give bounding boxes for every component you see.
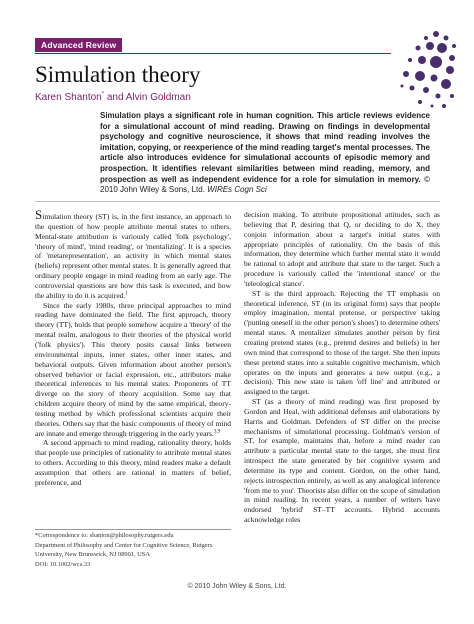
doi-note[interactable]: DOI: 10.1002/wcs.33	[35, 561, 91, 569]
correspondence-note[interactable]: *Correspondence to: shanton@philosophy.rutgers.edu	[35, 532, 174, 539]
article-title: Simulation theory	[35, 62, 201, 87]
drop-cap: S	[35, 207, 43, 222]
wires-logo-dots	[382, 28, 460, 112]
body-column-right	[244, 210, 440, 525]
correspondence-mark: *	[101, 91, 105, 98]
body-column-left	[35, 207, 231, 488]
footnotes	[35, 529, 231, 572]
body-paragraph: decision making. To attribute propositional attitudes, such as believing that P, desiring that Q, or deciding to do X, they conjoin information about a target's initial states with appropriate principles of rationality. On the basis of this information, they determine which further mental state it would be rational to adopt and attribute that state to the target. Such a procedure is variously called the 'intentional stance' or the 'teleological stance'.	[244, 210, 440, 288]
journal-name: WIREs Cogn Sci	[207, 185, 267, 195]
author-name-2[interactable]: and Alvin Goldman	[104, 92, 191, 103]
abstract	[100, 111, 430, 196]
abstract-copyright: © 2010 John Wiley & Sons, Ltd.	[100, 174, 430, 195]
body-paragraph: A second approach to mind reading, rationality theory, holds that people use principles of rationality to attribute mental states to others. According to this theory, mind readers make a default assumption that others are rational in matters of belief, preference, and	[35, 438, 231, 487]
page-footer: © 2010 John Wiley & Sons, Ltd.	[187, 583, 287, 590]
body-paragraph: ST (as a theory of mind reading) was first proposed by Gordon and Heal, with additional defenses and elaborations by Harris and Goldman. Defenders of ST differ on the precise mechanisms of simulational processing. Goldman's version of ST, for example, maintains that, before a mind reader can attribute a particular mental state to the target, she must first introspect the state generated by her cognitive system and determine its type and content. Gordon, on the other hand, rejects introspection entirely, as well as any analogical inference 'from me to you'. Theorists also differ on the scope of simulation in mind reading. In recent years, a number of writers have endorsed 'hybrid' ST–TT accounts. Hybrid accounts acknowledge roles	[244, 397, 440, 525]
header-rule	[35, 53, 391, 54]
abstract-text: Simulation plays a significant role in human cognition. This article reviews evidence for a simulational account of mind reading. Drawing on findings in developmental psychology and cognitive neuroscience, it shows that mind reading involves the imitation, copying, or reexperience of the mind reading target's mental processes. The article also introduces evidence for simulational accounts of episodic memory and prospection. It identifies relevant similarities between mind reading, memory, and prospection as well as independent evidence for a role for simulation in memory.	[100, 111, 430, 184]
abstract-divider	[35, 201, 440, 202]
body-paragraph: Since the early 1980s, three principal approaches to mind reading have dominated the field. The first approach, theory theory (TT), holds that people somehow acquire a 'theory' of the mental realm, analogous to their theories of the physical world ('folk physics'). This theory posits causal links between environmental inputs, inner states, other inner states, and behavioral outputs. Given information about another person's observed behavior or facial expression, etc., attributors make theoretical inferences to his mental states. Proponents of TT diverge on the story of theory acquisition. Some say that children acquire theory of mind by the same empirical, theory-testing method by which professional scientists acquire their theories. Others say that the basic components of theory of mind are innate and emerge through triggering in the early years.$^{3,9}$	[35, 300, 231, 438]
author-line	[35, 92, 191, 103]
article-type-badge: Advanced Review	[35, 38, 122, 52]
body-paragraph: Simulation theory (ST) is, in the first instance, an approach to the question of how people attribute mental states to others. Mental-state attribution is variously called 'folk psychology', 'theory of mind', 'mind reading', or 'mentalizing'. It is a species of 'metarepresentation', an activity in which mental states (beliefs) represent other mental states. It is generally agreed that ordinary people engage in mind reading from an early age. The controversial questions are how this task is executed, and how the ability to do it is acquired.$^1$	[35, 207, 231, 300]
author-name[interactable]: Karen Shanton	[35, 92, 102, 103]
affiliation-note: Department of Philosophy and Center for Cognitive Science, Rutgers University, New Brunswick, NJ 08901, USA	[35, 542, 213, 558]
body-paragraph: ST is the third approach. Rejecting the TT emphasis on theoretical inference, ST (in its original form) says that people employ imagination, mental pretense, or perspective taking ('putting oneself in the other person's shoes') to determine others' mental states. A mentalizer simulates another person by first creating pretend states (e.g., pretend desires and beliefs) in her own mind that correspond to those of the target. She then inputs these pretend states into a suitable cognitive mechanism, which operates on the inputs and generates a new output (e.g., a decision). This new state is taken 'off line' and attributed or assigned to the target.	[244, 288, 440, 397]
